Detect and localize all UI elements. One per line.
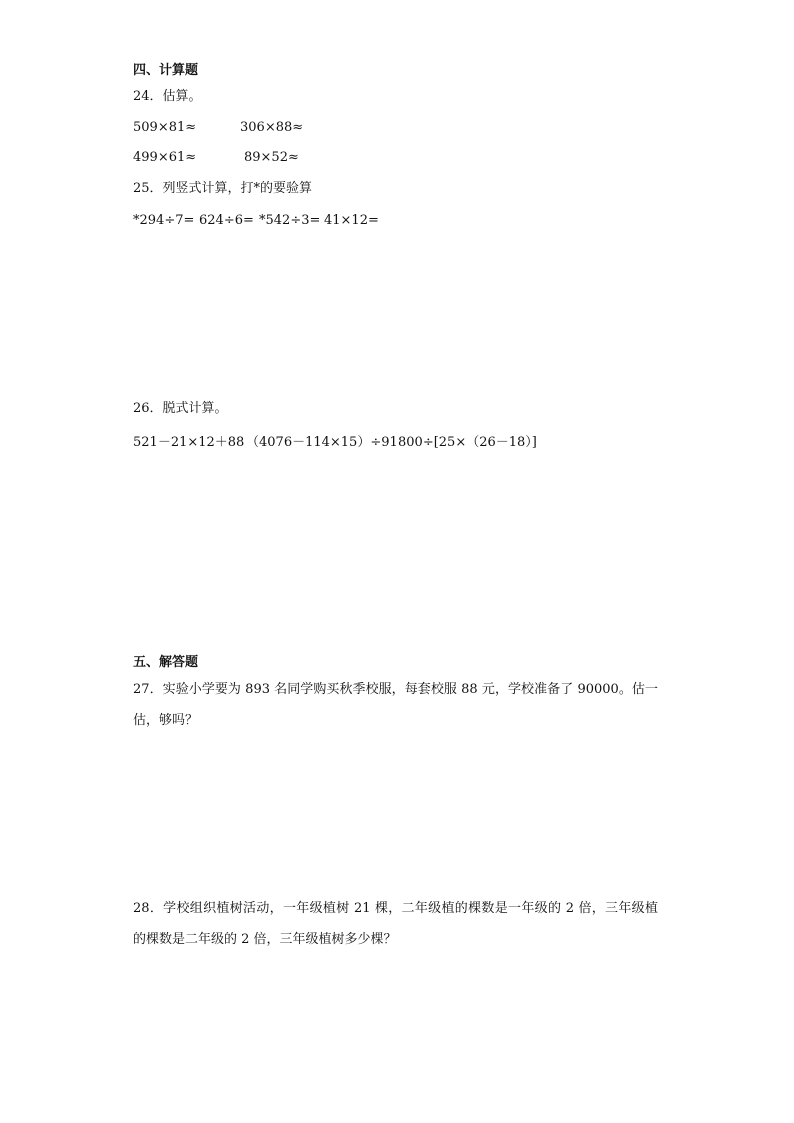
stepwise-calc-item-2: （4076－114×15）÷91 [246, 435, 398, 450]
estimate-item-1: 509×81≈ [133, 120, 197, 135]
vertical-calc-item-2: 624÷6= [199, 213, 254, 228]
question-26-title: 26．脱式计算。 [133, 401, 228, 416]
estimate-item-2: 306×88≈ [240, 120, 304, 135]
question-24-title: 24．估算。 [133, 89, 202, 104]
stepwise-calc-item-3: 800÷[25×（26－18）] [398, 435, 537, 450]
question-25-title: 25．列竖式计算，打*的要验算 [133, 181, 313, 196]
section-5-heading: 五、解答题 [133, 655, 199, 670]
section-4-heading: 四、计算题 [133, 63, 199, 78]
vertical-calc-item-4: 41×12= [324, 213, 379, 228]
stepwise-calc-item-1: 521－21×12＋88 [133, 435, 245, 450]
estimate-item-4: 89×52≈ [244, 150, 299, 165]
vertical-calc-item-1: *294÷7= [133, 213, 195, 228]
estimate-item-3: 499×61≈ [133, 150, 197, 165]
vertical-calc-item-3: *542÷3= [259, 213, 321, 228]
question-27-text: 27．实验小学要为 893 名同学购买秋季校服，每套校服 88 元，学校准备了 90000。估一估，够吗？ [133, 682, 658, 728]
question-28-text: 28．学校组织植树活动，一年级植树 21 棵，二年级植的棵数是一年级的 2 倍，三年级植的棵数是二年级的 2 倍，三年级植树多少棵？ [133, 901, 658, 947]
